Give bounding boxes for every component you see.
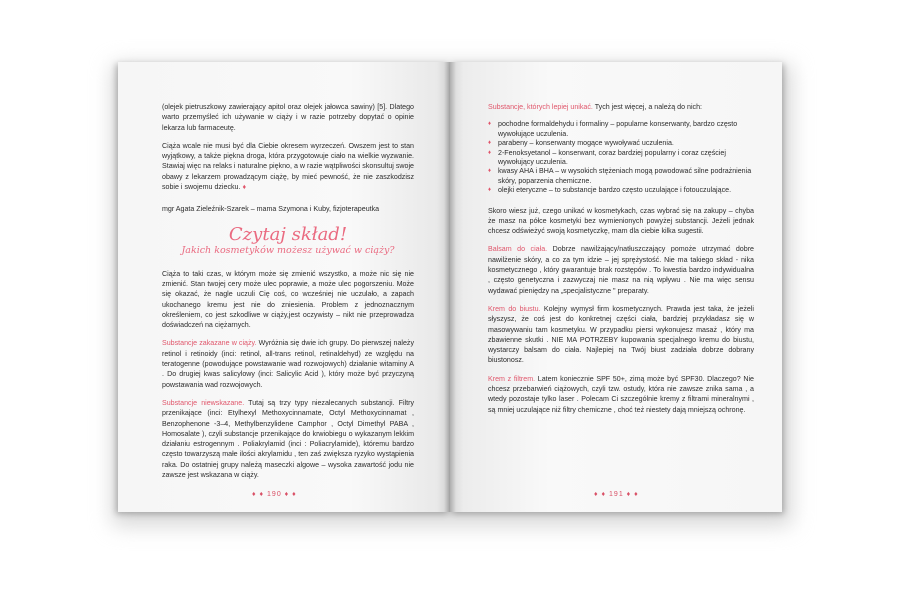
paragraph: Ciąża to taki czas, w którym może się zmienić wszystko, a może nic się nie zmienić. Stan twojej cery może ulec poprawie, a może ulec pogorszeniu. Może się okazać, że nagle uczuli Cię coś, co wcześniej nie uczulało, a zapach ukochanego kremu jest nie do zniesienia. Problem z jednoznacznym określeniem, co jest szkodliwe w ciąży,jest oczywisty – nikt nie przeprowadza doświadczeń na ciężarnych.: [162, 269, 414, 330]
paragraph-text: Tutaj są trzy typy niezalecanych substancji. Filtry przenikające (inci: Etylhexyl Methoxycinnamate, Octyl Methoxycinnamat , Benzophenone -3–4, Methylbenzylidene Camphor , Octyl Dimethyl PABA , Homosalate ), czyli substancje przenikające do krwiobiegu o wykazanym lekkim działaniu estrogennym . Poliakrylamid (inci : Poliacrylamide), któremu bardzo często towarzyszą małe ilości akrylamidu , ten zaś zwiększa ryzyko wystąpienia raka. Do ostatniej grupy należą maseczki algowe – wysoka zawartość jodu nie zawsze jest wskazana w ciąży.: [162, 398, 414, 480]
highlight-label: Substancje niewskazane.: [162, 398, 245, 407]
highlight-label: Substancje zakazane w ciąży.: [162, 339, 257, 348]
highlight-label: Krem z filtrem.: [488, 374, 536, 383]
right-page: [450, 62, 782, 512]
highlight-label: Krem do biustu.: [488, 304, 541, 313]
highlight-label: Balsam do ciała.: [488, 245, 548, 254]
paragraph: [162, 141, 414, 192]
paragraph-text: Latem koniecznie SPF 50+, zimą może być SPF30. Dlaczego? Nie chcesz przebarwień ciążowych, czyli tzw. ostudy, która nie zawsze znika sama , a wtedy pozostaje tylko laser . Polecam Ci szczególnie kremy z filtrami mineralnymi , są mniej uczulające niż filtry chemiczne , choć też niestety dają mniejszą ochronę.: [488, 374, 754, 414]
paragraph-text: Kolejny wymysł firm kosmetycznych. Prawda jest taka, że jeżeli słyszysz, że coś jest do konkretnej części ciała, bardziej przykładasz się w masowywaniu tam kosmetyku. W przypadku piersi wykonujesz masaż , który ma zbawienne skutki . NIE MA POTRZEBY kupowania specjalnego kremu do biustu, wystarczy balsam do ciała. Najlepiej na Twój biust zadziała dobrze dobrany biustonosz.: [488, 304, 754, 365]
list-item: ♦ pochodne formaldehydu i formaliny – popularne konserwanty, bardzo często wywołujące uczulenia.: [488, 120, 754, 139]
page-number: ♦ ♦ 190 ♦ ♦: [252, 491, 297, 498]
list-item: ♦ kwasy AHA i BHA – w wysokich stężeniach mogą powodować silne podrażnienia skóry, poparzenia chemiczne.: [488, 167, 754, 186]
paragraph-text: Ciąża wcale nie musi być dla Ciebie okresem wyrzeczeń. Owszem jest to stan wyjątkowy, a także piękna droga, która przygotowuje ciało na wielkie wyzwanie. Stawiaj więc na relaks i naturalne piękno, a w razie wątpliwości skonsultuj swoje obawy z lekarzem prowadzącym ciążę, by mieć pewność, że nie zaszkodzisz sobie i swojemu dziecku.: [162, 141, 414, 192]
heading-title: Czytaj skład!: [228, 223, 348, 245]
list-item: ♦ parabeny – konserwanty mogące wywoływać uczulenia.: [488, 139, 754, 148]
substance-list: [488, 120, 754, 195]
author-signature: mgr Agata Zieleźnik-Szarek – mama Szymona i Kuby, fizjoterapeutka: [162, 205, 380, 214]
list-item: ♦ 2-Fenoksyetanol – konserwant, coraz bardziej popularny i coraz częściej wywołujący uczulenia.: [488, 149, 754, 168]
paragraph: [488, 304, 754, 366]
page-number: ♦ ♦ 191 ♦ ♦: [594, 491, 639, 498]
end-mark-icon: ♦: [242, 183, 247, 192]
paragraph: Skoro wiesz już, czego unikać w kosmetykach, czas wybrać się na zakupy – chyba że masz na półce kosmetyki bez wymienionych powyżej substancji. Jeżeli jednak chcesz odświeżyć swoją kosmetyczkę, mam dla ciebie kilka sugestii.: [488, 206, 754, 236]
paragraph: [488, 244, 754, 295]
heading-subtitle: Jakich kosmetyków możesz używać w ciąży?: [181, 244, 395, 256]
section-heading: [162, 225, 414, 257]
paragraph: [162, 398, 414, 480]
paragraph: [162, 338, 414, 389]
paragraph: [488, 374, 754, 415]
left-page: [118, 62, 450, 512]
paragraph-text: Dobrze nawilżający/natłuszczający pomoże utrzymać dobre nawilżenie skóry, a co za tym idzie – jej sprężystość. Nie ma takiego skład - nika kosmetycznego , który gwarantuje brak rozstępów . To kwestia bardzo indywidualna , często genetyczna i zazwyczaj nie masz na nią wpływu . Nie ma więc sensu wydawać pieniędzy na „specjalistyczne " preparaty.: [488, 245, 755, 295]
paragraph: (olejek pietruszkowy zawierający apitol oraz olejek jałowca sawiny) [5]. Dlatego warto przemyśleć ich używanie w ciąży i w razie potrzeby dopytać o opinie lekarza lub farmaceutę.: [162, 103, 414, 132]
paragraph: [488, 102, 754, 112]
paragraph-text: Wyróżnia się dwie ich grupy. Do pierwszej należy retinol i retinoidy (inci: retinol, all-trans retinol, retinaldehyd) ze względu na teratogenne (powodujące powstawanie wad rozwojowych) działanie witaminy A . Do drugiej kwas salicylowy (inci: Salicylic Acid ), który może być przyczyną powstawania wad rozwojowych.: [162, 339, 415, 389]
list-item: ♦ olejki eteryczne – to substancje bardzo często uczulające i fotouczulające.: [488, 186, 754, 195]
open-book: [118, 62, 782, 512]
highlight-label: Substancje, których lepiej unikać.: [488, 103, 593, 111]
book-gutter: [444, 62, 456, 512]
paragraph-text: Tych jest więcej, a należą do nich:: [592, 103, 702, 111]
